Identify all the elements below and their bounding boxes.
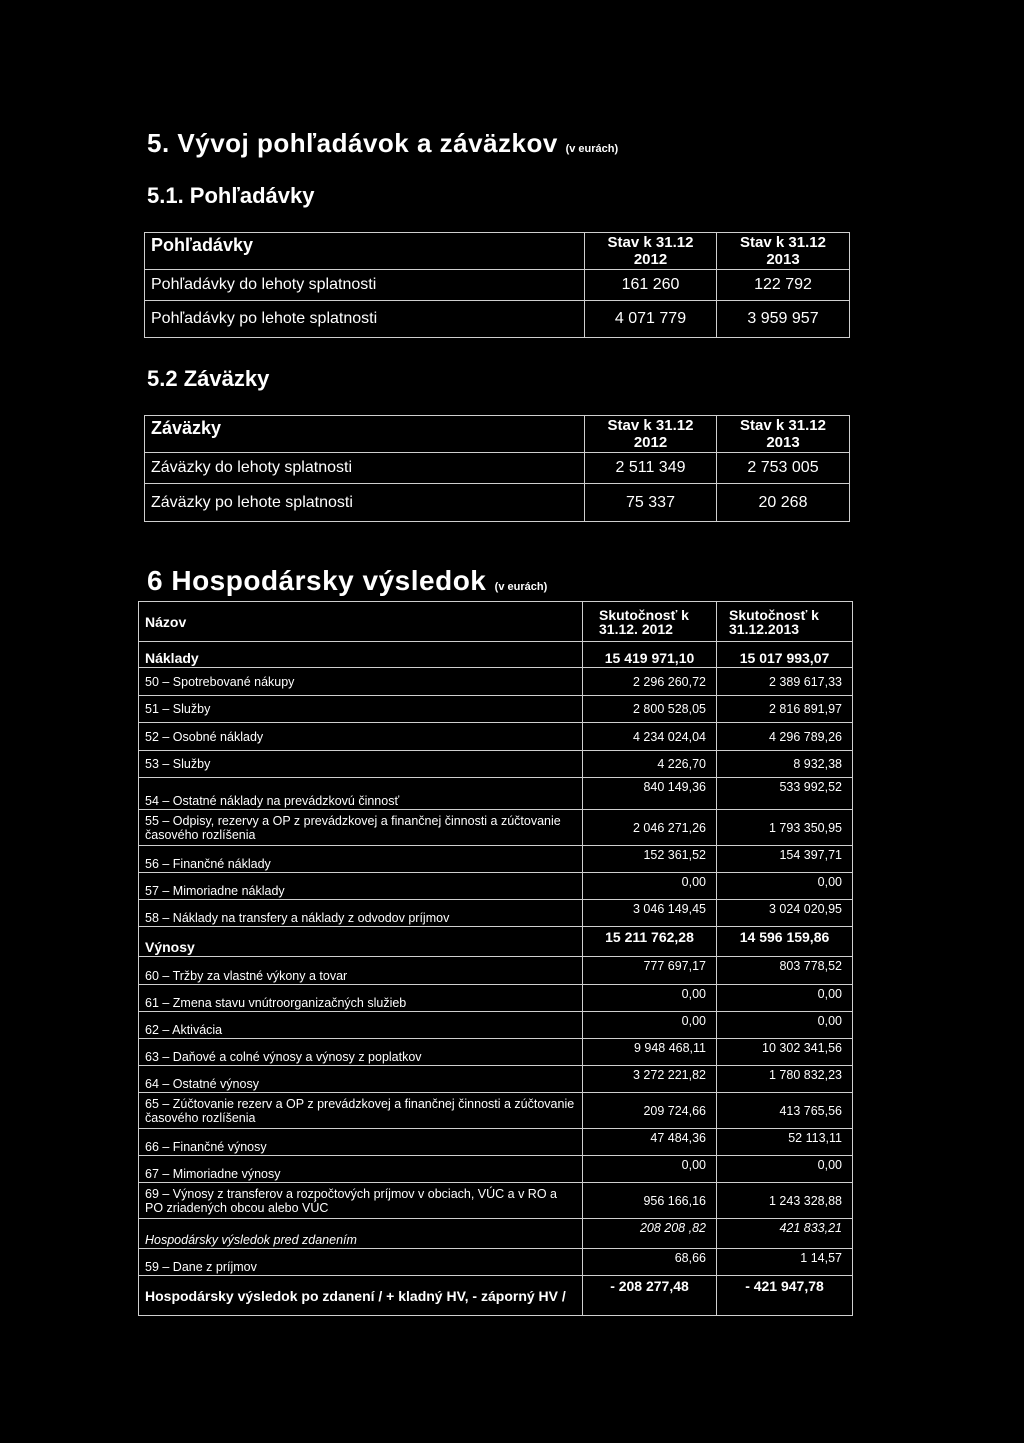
main-heading-unit: (v eurách) bbox=[565, 143, 619, 155]
row-label: 55 – Odpisy, rezervy a OP z prevádzkovej a finančnej činnosti a zúčtovanie časového rozlíšenia bbox=[139, 810, 583, 846]
table-row bbox=[139, 778, 853, 810]
table-row bbox=[139, 873, 853, 900]
row-value-2013: 2 753 005 bbox=[717, 453, 850, 484]
row-value-2012: 2 800 528,05 bbox=[583, 696, 717, 723]
result-heading-text: 6 Hospodársky výsledok bbox=[147, 565, 487, 596]
table-row bbox=[139, 1183, 853, 1219]
row-value-2012: 47 484,36 bbox=[583, 1129, 717, 1156]
main-heading bbox=[147, 128, 618, 159]
table-row bbox=[139, 1276, 853, 1316]
row-value-2012: 0,00 bbox=[583, 873, 717, 900]
row-value-2013: 8 932,38 bbox=[717, 751, 853, 778]
row-value-2013: 1 14,57 bbox=[717, 1249, 853, 1276]
row-value-2012: 68,66 bbox=[583, 1249, 717, 1276]
row-value-2013: 421 833,21 bbox=[717, 1219, 853, 1249]
row-label: 69 – Výnosy z transferov a rozpočtových príjmov v obciach, VÚC a v RO a PO zriadených obcou alebo VÚC bbox=[139, 1183, 583, 1219]
row-value-2013: 0,00 bbox=[717, 1156, 853, 1183]
row-value-2013: - 421 947,78 bbox=[717, 1276, 853, 1316]
row-value-2012: 4 071 779 bbox=[585, 301, 717, 338]
col-header-2012: Stav k 31.12 2012 bbox=[585, 416, 717, 453]
row-label: 63 – Daňové a colné výnosy a výnosy z poplatkov bbox=[139, 1039, 583, 1066]
table-row bbox=[139, 751, 853, 778]
row-label: Hospodársky výsledok po zdanení / + kladný HV, - záporný HV / bbox=[139, 1276, 583, 1316]
row-value-2013: 0,00 bbox=[717, 985, 853, 1012]
table-row bbox=[139, 927, 853, 957]
result-heading bbox=[147, 565, 547, 597]
row-label: 66 – Finančné výnosy bbox=[139, 1129, 583, 1156]
row-value-2012: 208 208 ,82 bbox=[583, 1219, 717, 1249]
row-label: 60 – Tržby za vlastné výkony a tovar bbox=[139, 957, 583, 985]
row-label: 56 – Finančné náklady bbox=[139, 846, 583, 873]
row-value-2012: 209 724,66 bbox=[583, 1093, 717, 1129]
liabilities-section-title: 5.2 Záväzky bbox=[147, 366, 270, 391]
row-value-2013: 15 017 993,07 bbox=[717, 642, 853, 668]
row-value-2012: 840 149,36 bbox=[583, 778, 717, 810]
table-row bbox=[139, 668, 853, 696]
row-label: 67 – Mimoriadne výnosy bbox=[139, 1156, 583, 1183]
row-value-2012: 4 226,70 bbox=[583, 751, 717, 778]
row-label: Pohľadávky do lehoty splatnosti bbox=[145, 270, 585, 301]
table-header-row bbox=[145, 416, 850, 453]
row-value-2013: 52 113,11 bbox=[717, 1129, 853, 1156]
table-header-row bbox=[145, 233, 850, 270]
row-value-2013: 0,00 bbox=[717, 1012, 853, 1039]
col-header-2013: Skutočnosť k 31.12.2013 bbox=[717, 602, 853, 642]
table-row bbox=[139, 1249, 853, 1276]
row-value-2012: 0,00 bbox=[583, 985, 717, 1012]
table-row bbox=[139, 1156, 853, 1183]
table-row bbox=[139, 1219, 853, 1249]
row-label: Záväzky po lehote splatnosti bbox=[145, 484, 585, 522]
row-value-2013: 20 268 bbox=[717, 484, 850, 522]
row-label: 53 – Služby bbox=[139, 751, 583, 778]
row-label: 62 – Aktivácia bbox=[139, 1012, 583, 1039]
table-row bbox=[139, 985, 853, 1012]
liabilities-header: Záväzky bbox=[145, 416, 585, 453]
table-row bbox=[145, 301, 850, 338]
row-value-2012: 15 211 762,28 bbox=[583, 927, 717, 957]
row-value-2013: 14 596 159,86 bbox=[717, 927, 853, 957]
row-label: 51 – Služby bbox=[139, 696, 583, 723]
row-label: Hospodársky výsledok pred zdanením bbox=[139, 1219, 583, 1249]
row-value-2012: 956 166,16 bbox=[583, 1183, 717, 1219]
row-label: 58 – Náklady na transfery a náklady z odvodov príjmov bbox=[139, 900, 583, 927]
table-row bbox=[139, 696, 853, 723]
row-value-2013: 122 792 bbox=[717, 270, 850, 301]
col-header-2012: Skutočnosť k 31.12. 2012 bbox=[583, 602, 717, 642]
row-value-2012: 9 948 468,11 bbox=[583, 1039, 717, 1066]
table-row bbox=[139, 1129, 853, 1156]
col-header-name: Názov bbox=[139, 602, 583, 642]
table-row bbox=[139, 957, 853, 985]
row-value-2012: 2 511 349 bbox=[585, 453, 717, 484]
row-value-2012: 152 361,52 bbox=[583, 846, 717, 873]
receivables-header: Pohľadávky bbox=[145, 233, 585, 270]
col-header-2013: Stav k 31.12 2013 bbox=[717, 416, 850, 453]
table-row bbox=[139, 900, 853, 927]
row-label: Pohľadávky po lehote splatnosti bbox=[145, 301, 585, 338]
row-value-2013: 0,00 bbox=[717, 873, 853, 900]
result-heading-unit: (v eurách) bbox=[494, 581, 548, 593]
table-row bbox=[145, 484, 850, 522]
table-row bbox=[139, 846, 853, 873]
row-label: 54 – Ostatné náklady na prevádzkovú činnosť bbox=[139, 778, 583, 810]
table-row bbox=[139, 723, 853, 751]
table-row bbox=[139, 1066, 853, 1093]
row-label: 61 – Zmena stavu vnútroorganizačných služieb bbox=[139, 985, 583, 1012]
col-header-2012: Stav k 31.12 2012 bbox=[585, 233, 717, 270]
table-row bbox=[139, 1039, 853, 1066]
row-label: 52 – Osobné náklady bbox=[139, 723, 583, 751]
result-table bbox=[138, 601, 853, 1316]
row-value-2013: 2 389 617,33 bbox=[717, 668, 853, 696]
row-label: 50 – Spotrebované nákupy bbox=[139, 668, 583, 696]
row-value-2013: 413 765,56 bbox=[717, 1093, 853, 1129]
row-value-2012: 0,00 bbox=[583, 1156, 717, 1183]
row-value-2012: - 208 277,48 bbox=[583, 1276, 717, 1316]
col-header-2013: Stav k 31.12 2013 bbox=[717, 233, 850, 270]
row-label: Výnosy bbox=[139, 927, 583, 957]
row-value-2013: 3 959 957 bbox=[717, 301, 850, 338]
row-label: Náklady bbox=[139, 642, 583, 668]
row-value-2013: 803 778,52 bbox=[717, 957, 853, 985]
row-value-2012: 3 046 149,45 bbox=[583, 900, 717, 927]
receivables-section-title: 5.1. Pohľadávky bbox=[147, 183, 315, 208]
liabilities-table bbox=[144, 415, 850, 522]
row-label: Záväzky do lehoty splatnosti bbox=[145, 453, 585, 484]
table-row bbox=[145, 270, 850, 301]
main-heading-text: 5. Vývoj pohľadávok a záväzkov bbox=[147, 128, 558, 158]
row-label: 65 – Zúčtovanie rezerv a OP z prevádzkovej a finančnej činnosti a zúčtovanie časového rozlíšenia bbox=[139, 1093, 583, 1129]
row-value-2013: 2 816 891,97 bbox=[717, 696, 853, 723]
row-value-2012: 15 419 971,10 bbox=[583, 642, 717, 668]
row-value-2012: 75 337 bbox=[585, 484, 717, 522]
table-header-row bbox=[139, 602, 853, 642]
row-value-2012: 777 697,17 bbox=[583, 957, 717, 985]
row-value-2013: 1 793 350,95 bbox=[717, 810, 853, 846]
table-row bbox=[139, 1093, 853, 1129]
row-label: 59 – Dane z príjmov bbox=[139, 1249, 583, 1276]
row-value-2013: 533 992,52 bbox=[717, 778, 853, 810]
receivables-table bbox=[144, 232, 850, 338]
row-value-2013: 1 243 328,88 bbox=[717, 1183, 853, 1219]
table-row bbox=[139, 642, 853, 668]
row-label: 64 – Ostatné výnosy bbox=[139, 1066, 583, 1093]
row-value-2012: 0,00 bbox=[583, 1012, 717, 1039]
row-value-2013: 4 296 789,26 bbox=[717, 723, 853, 751]
row-value-2012: 2 296 260,72 bbox=[583, 668, 717, 696]
table-row bbox=[139, 1012, 853, 1039]
row-value-2012: 4 234 024,04 bbox=[583, 723, 717, 751]
row-value-2013: 3 024 020,95 bbox=[717, 900, 853, 927]
row-label: 57 – Mimoriadne náklady bbox=[139, 873, 583, 900]
row-value-2013: 1 780 832,23 bbox=[717, 1066, 853, 1093]
row-value-2012: 161 260 bbox=[585, 270, 717, 301]
table-row bbox=[145, 453, 850, 484]
row-value-2013: 154 397,71 bbox=[717, 846, 853, 873]
table-row bbox=[139, 810, 853, 846]
row-value-2012: 2 046 271,26 bbox=[583, 810, 717, 846]
row-value-2013: 10 302 341,56 bbox=[717, 1039, 853, 1066]
row-value-2012: 3 272 221,82 bbox=[583, 1066, 717, 1093]
